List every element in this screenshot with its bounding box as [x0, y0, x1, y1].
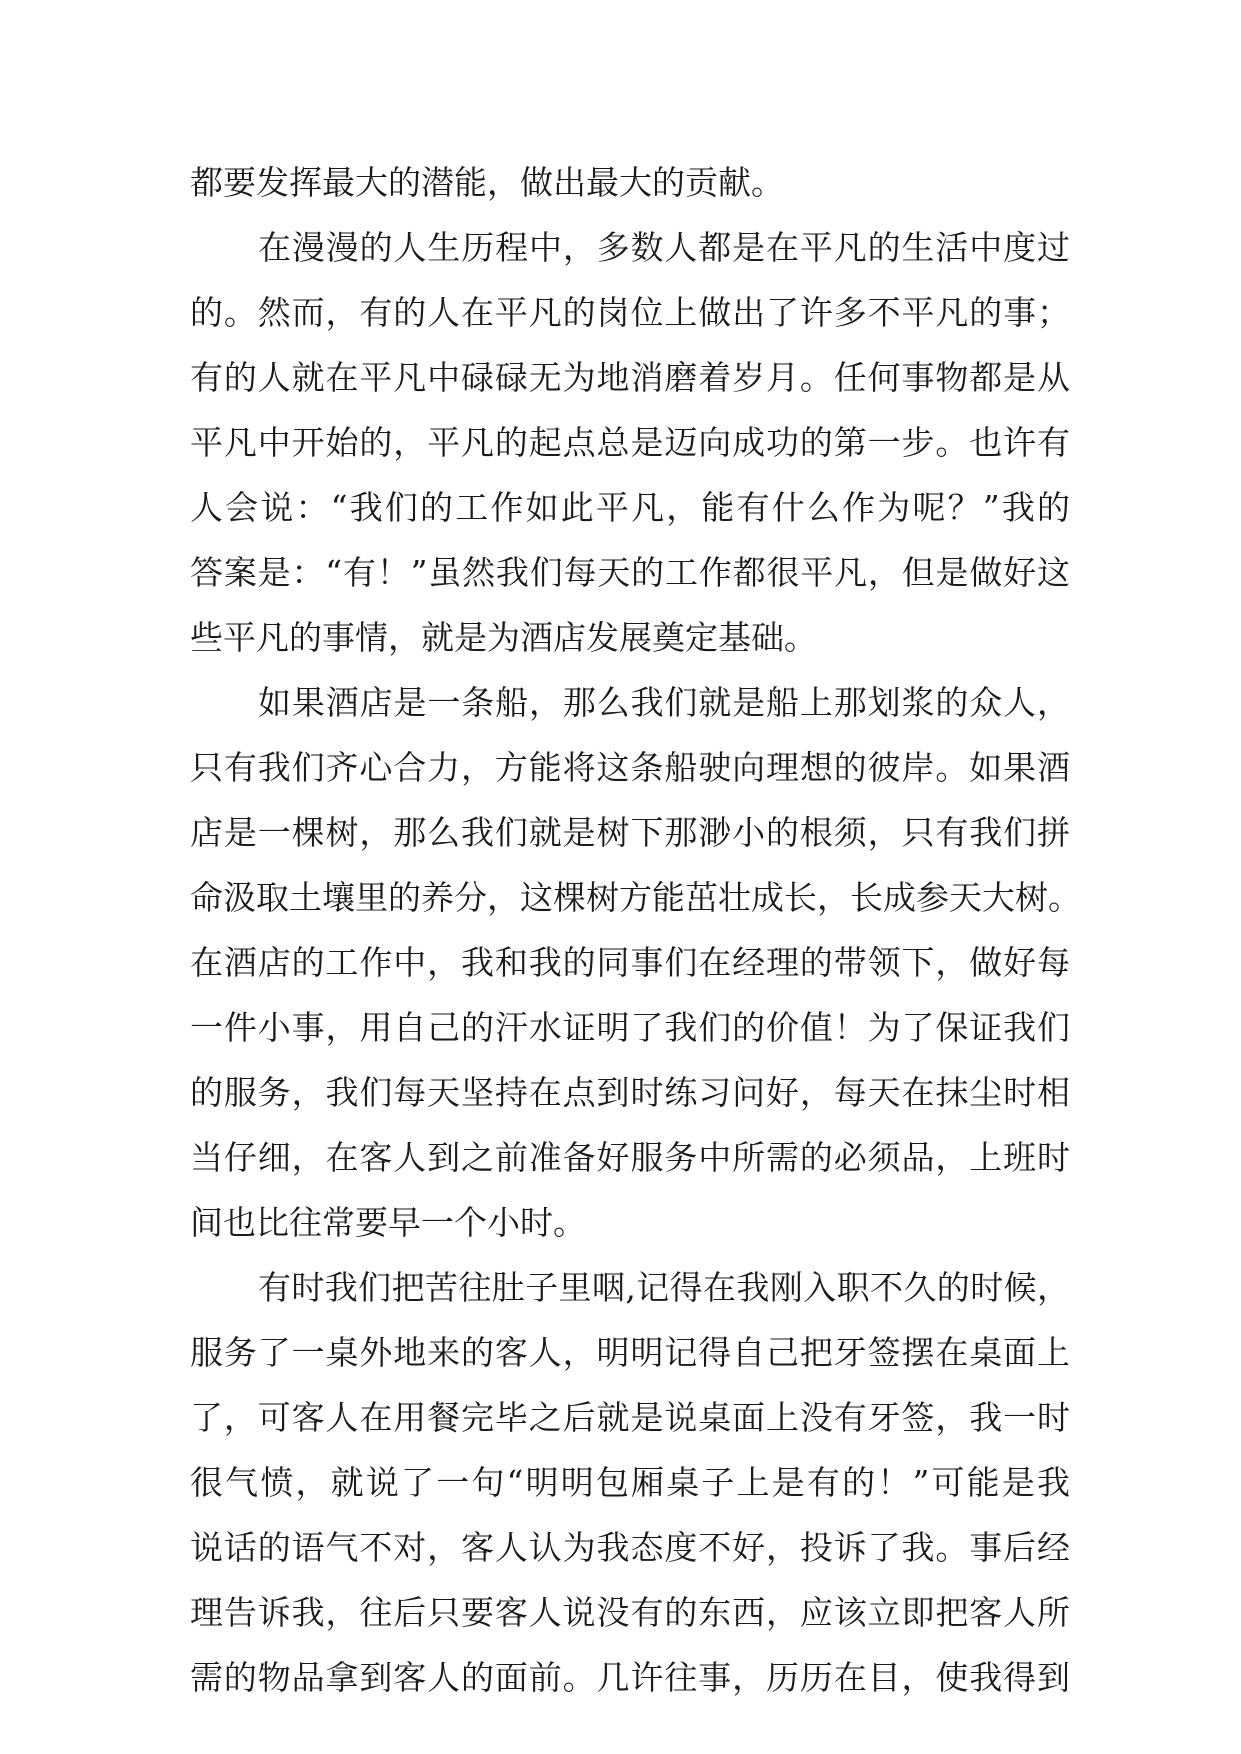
paragraph-line: 在酒店的工作中，我和我的同事们在经理的带领下，做好每	[190, 943, 1070, 982]
paragraph-line: 说话的语气不对，客人认为我态度不好，投诉了我。事后经	[190, 1528, 1070, 1567]
paragraph-line: 了，可客人在用餐完毕之后就是说桌面上没有牙签，我一时	[190, 1398, 1070, 1437]
paragraph-line: 都要发挥最大的潜能，做出最大的贡献。	[190, 163, 784, 202]
paragraph-line: 人会说：“我们的工作如此平凡，能有什么作为呢？”我的	[190, 488, 1070, 527]
paragraph-line: 的服务，我们每天坚持在点到时练习问好，每天在抹尘时相	[190, 1073, 1070, 1112]
paragraph-line: 当仔细，在客人到之前准备好服务中所需的必须品，上班时	[190, 1138, 1070, 1177]
paragraph-line: 一件小事，用自己的汗水证明了我们的价值！为了保证我们	[190, 1008, 1070, 1047]
body-text	[190, 150, 1081, 1710]
paragraph-line: 如果酒店是一条船，那么我们就是船上那划浆的众人，	[258, 683, 1070, 722]
paragraph-line: 有时我们把苦往肚子里咽,记得在我刚入职不久的时候，	[258, 1268, 1070, 1307]
paragraph-line: 平凡中开始的，平凡的起点总是迈向成功的第一步。也许有	[190, 423, 1070, 462]
paragraph-line: 很气愤，就说了一句“明明包厢桌子上是有的！”可能是我	[190, 1463, 1070, 1502]
paragraph-line: 命汲取土壤里的养分，这棵树方能茁壮成长，长成参天大树。	[190, 878, 1081, 917]
paragraph-line: 只有我们齐心合力，方能将这条船驶向理想的彼岸。如果酒	[190, 748, 1070, 787]
paragraph-line: 需的物品拿到客人的面前。几许往事，历历在目，使我得到	[190, 1658, 1070, 1697]
paragraph-line: 店是一棵树，那么我们就是树下那渺小的根须，只有我们拼	[190, 813, 1070, 852]
paragraph-line: 的。然而，有的人在平凡的岗位上做出了许多不平凡的事；	[190, 293, 1070, 332]
paragraph-line: 答案是：“有！”虽然我们每天的工作都很平凡，但是做好这	[190, 553, 1070, 592]
paragraph-line: 在漫漫的人生历程中，多数人都是在平凡的生活中度过	[258, 228, 1070, 267]
paragraph-line: 服务了一桌外地来的客人，明明记得自己把牙签摆在桌面上	[190, 1333, 1070, 1372]
paragraph-line: 有的人就在平凡中碌碌无为地消磨着岁月。任何事物都是从	[190, 358, 1070, 397]
paragraph-line: 间也比往常要早一个小时。	[190, 1203, 586, 1242]
paragraph-line: 些平凡的事情，就是为酒店发展奠定基础。	[190, 618, 817, 657]
paragraph-line: 理告诉我，往后只要客人说没有的东西，应该立即把客人所	[190, 1593, 1070, 1632]
